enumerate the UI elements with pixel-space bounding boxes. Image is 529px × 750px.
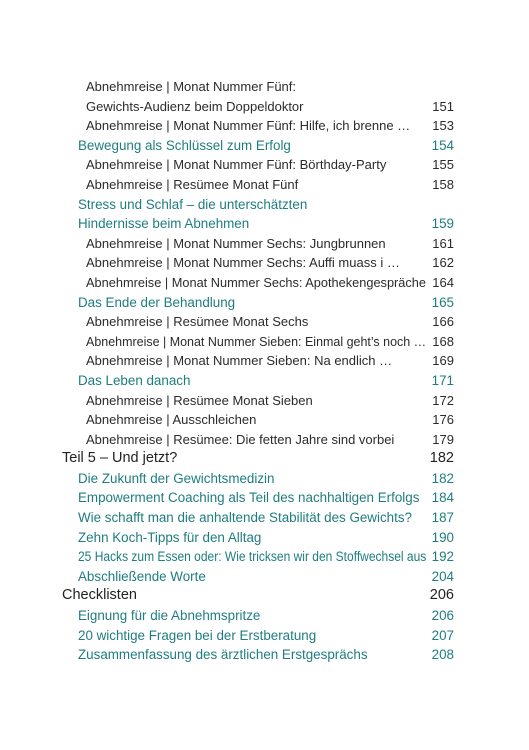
toc-section-entry [0,508,529,528]
toc-page-number: 184 [431,490,454,506]
toc-page-number: 176 [432,412,454,428]
toc-page-number: 165 [431,294,454,310]
toc-section-entry [0,606,529,626]
toc-subentry [0,175,529,195]
toc-entry-title: Das Ende der Behandlung [78,294,236,310]
toc-entry-title: Eignung für die Abnehmspritze [78,608,261,624]
toc-subentry [0,77,529,97]
toc-subentry [0,253,529,273]
toc-subentry [0,97,529,117]
toc-entry-title: Abnehmreise | Monat Nummer Fünf: Börthday-Party [86,157,387,173]
toc-entry-title: Gewichts-Audienz beim Doppeldoktor [86,98,304,114]
toc-entry-title: Abnehmreise | Monat Nummer Sechs: Apothekengespräche [86,274,427,290]
toc-page-number: 154 [431,137,454,153]
toc-subentry [0,332,529,352]
toc-page-number: 190 [431,529,454,545]
toc-page-number: 206 [429,587,454,604]
toc-entry-title: Wie schafft man die anhaltende Stabilität des Gewichts? [78,510,412,526]
toc-entry-title: Abnehmreise | Monat Nummer Sieben: Einmal geht’s noch … [86,333,427,349]
toc-section-entry [0,293,529,313]
toc-section-entry [0,195,529,215]
toc-subentry [0,273,529,293]
toc-subentry [0,234,529,254]
toc-entry-title: Das Leben danach [78,372,191,388]
toc-entry-title: Abnehmreise | Monat Nummer Sieben: Na endlich … [86,353,393,369]
toc-entry-title: Abnehmreise | Monat Nummer Sechs: Jungbrunnen [86,235,386,251]
toc-page-number: 159 [431,216,454,232]
toc-section-entry [0,528,529,548]
toc-page-number: 158 [432,176,454,192]
toc-entry-title: Zehn Koch-Tipps für den Alltag [78,529,262,545]
toc-section-entry [0,371,529,391]
toc-entry-title: Abschließende Worte [78,568,206,584]
toc-subentry [0,351,529,371]
toc-entry-title: Die Zukunft der Gewichtsmedizin [78,470,275,486]
toc-subentry [0,155,529,175]
toc-page-number: 153 [432,118,454,134]
toc-page-number: 169 [432,353,454,369]
toc-page-number: 171 [431,372,454,388]
toc-section-entry [0,136,529,156]
toc-entry-title: Abnehmreise | Resümee Monat Fünf [86,176,299,192]
toc-page-number: 182 [429,450,454,467]
toc-section-entry [0,645,529,665]
toc-page-number: 208 [431,647,454,663]
toc-page-number: 168 [432,333,454,349]
toc-entry-title: Checklisten [62,587,137,604]
toc-entry-title: Zusammenfassung des ärztlichen Erstgesprächs [78,647,368,663]
toc-section-entry [0,567,529,587]
toc-page-number: 204 [431,568,454,584]
toc-page-number: 207 [431,627,454,643]
toc-entry-title: Abnehmreise | Ausschleichen [86,412,257,428]
toc-page-number: 192 [431,549,454,565]
toc-entry-title: Abnehmreise | Monat Nummer Fünf: [86,79,297,94]
toc-entry-title: Abnehmreise | Monat Nummer Fünf: Hilfe, ich brenne … [86,118,411,134]
toc-entry-title: Abnehmreise | Resümee: Die fetten Jahre sind vorbei [86,431,395,447]
toc-page-number: 179 [432,431,454,447]
toc-subentry [0,410,529,430]
toc-section-entry [0,547,529,567]
toc-part-entry [0,449,529,469]
toc-page-number: 155 [432,157,454,173]
toc-subentry [0,391,529,411]
table-of-contents [0,77,529,665]
toc-entry-title: Abnehmreise | Resümee Monat Sechs [86,314,309,330]
toc-page-number: 172 [432,392,454,408]
toc-entry-title: Hindernisse beim Abnehmen [78,216,250,232]
toc-entry-title: Abnehmreise | Monat Nummer Sechs: Auffi muass i … [86,255,400,271]
toc-entry-title: Teil 5 – Und jetzt? [62,450,178,467]
toc-section-entry [0,488,529,508]
toc-section-entry [0,214,529,234]
toc-page-number: 164 [432,274,454,290]
toc-subentry [0,116,529,136]
toc-entry-title: 20 wichtige Fragen bei der Erstberatung [78,627,317,643]
toc-subentry [0,430,529,450]
toc-page-number: 182 [431,470,454,486]
toc-page-number: 161 [432,235,454,251]
toc-page-number: 166 [432,314,454,330]
toc-page-number: 187 [431,510,454,526]
toc-section-entry [0,469,529,489]
toc-entry-title: Abnehmreise | Resümee Monat Sieben [86,392,313,408]
toc-entry-title: 25 Hacks zum Essen oder: Wie tricksen wir den Stoffwechsel aus [78,549,427,565]
toc-section-entry [0,626,529,646]
toc-part-entry [0,586,529,606]
toc-subentry [0,312,529,332]
toc-entry-title: Stress und Schlaf – die unterschätzten [78,196,308,212]
toc-page-number: 206 [431,608,454,624]
toc-entry-title: Bewegung als Schlüssel zum Erfolg [78,137,291,153]
toc-page-number: 162 [432,255,454,271]
toc-page-number: 151 [432,98,454,114]
toc-entry-title: Empowerment Coaching als Teil des nachhaltigen Erfolgs [78,490,420,506]
